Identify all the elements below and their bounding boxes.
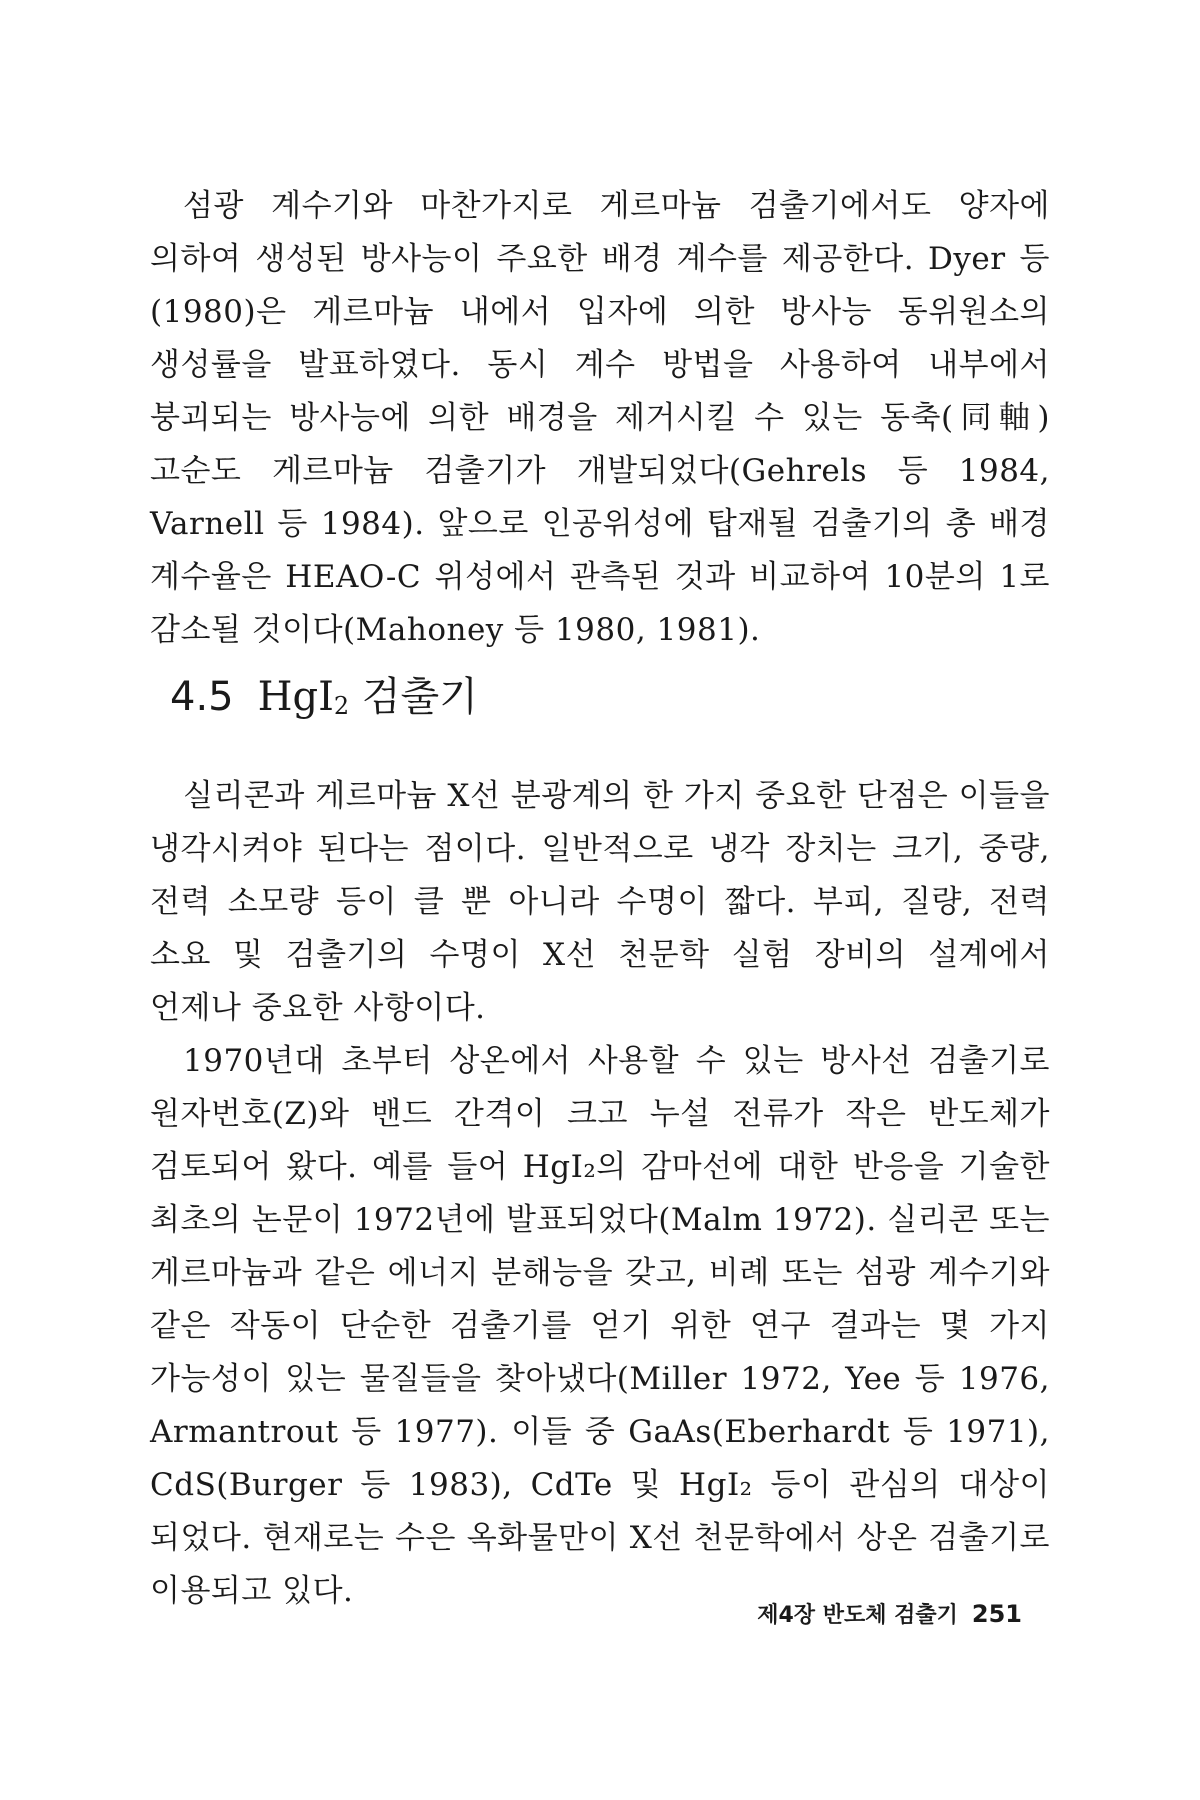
section-number: 4.5: [170, 674, 234, 720]
chapter-label: 제4장 반도체 검출기: [757, 1603, 958, 1628]
section-title-compound: [258, 674, 350, 720]
top-text-block: [150, 180, 1050, 657]
page-footer: [757, 1598, 1022, 1629]
section-heading: [170, 665, 478, 722]
section-title-prefix: HgI: [257, 674, 334, 720]
paragraph-cooling-drawback: 실리콘과 게르마늄 X선 분광계의 한 가지 중요한 단점은 이들을 냉각시켜야 된다는 점이다. 일반적으로 냉각 장치는 크기, 중량, 전력 소모량 등이 클 뿐 아니라 수명이 짧다. 부피, 질량, 전력 소요 및 검출기의 수명이 X선 천문학 실험 장비의 설계에서 언제나 중요한 사항이다.: [150, 778, 1050, 1026]
section-title-subscript: 2: [333, 692, 350, 720]
section-body: [150, 770, 1050, 1618]
page-number: 251: [971, 1600, 1022, 1628]
section-title-suffix: 검출기: [349, 674, 478, 720]
paragraph-room-temperature-detectors: 1970년대 초부터 상온에서 사용할 수 있는 방사선 검출기로 원자번호(Z)와 밴드 간격이 크고 누설 전류가 작은 반도체가 검토되어 왔다. 예를 들어 HgI₂의 감마선에 대한 반응을 기술한 최초의 논문이 1972년에 발표되었다(Malm 1972). 실리콘 또는 게르마늄과 같은 에너지 분해능을 갖고, 비례 또는 섬광 계수기와 같은 작동이 단순한 검출기를 얻기 위한 연구 결과는 몇 가지 가능성이 있는 물질들을 찾아냈다(Miller 1972, Yee 등 1976, Armantrout 등 1977). 이들 중 GaAs(Eberhardt 등 1971), CdS(Burger 등 1983), CdTe 및 HgI₂ 등이 관심의 대상이 되었다. 현재로는 수은 옥화물만이 X선 천문학에서 상온 검출기로 이용되고 있다.: [150, 1043, 1050, 1609]
paragraph-germanium-background: 섬광 계수기와 마찬가지로 게르마늄 검출기에서도 양자에 의하여 생성된 방사능이 주요한 배경 계수를 제공한다. Dyer 등(1980)은 게르마늄 내에서 입자에 의한 방사능 동위원소의 생성률을 발표하였다. 동시 계수 방법을 사용하여 내부에서 붕괴되는 방사능에 의한 배경을 제거시킬 수 있는 동축(同軸) 고순도 게르마늄 검출기가 개발되었다(Gehrels 등 1984, Varnell 등 1984). 앞으로 인공위성에 탑재될 검출기의 총 배경 계수율은 HEAO-C 위성에서 관측된 것과 비교하여 10분의 1로 감소될 것이다(Mahoney 등 1980, 1981).: [150, 188, 1050, 648]
